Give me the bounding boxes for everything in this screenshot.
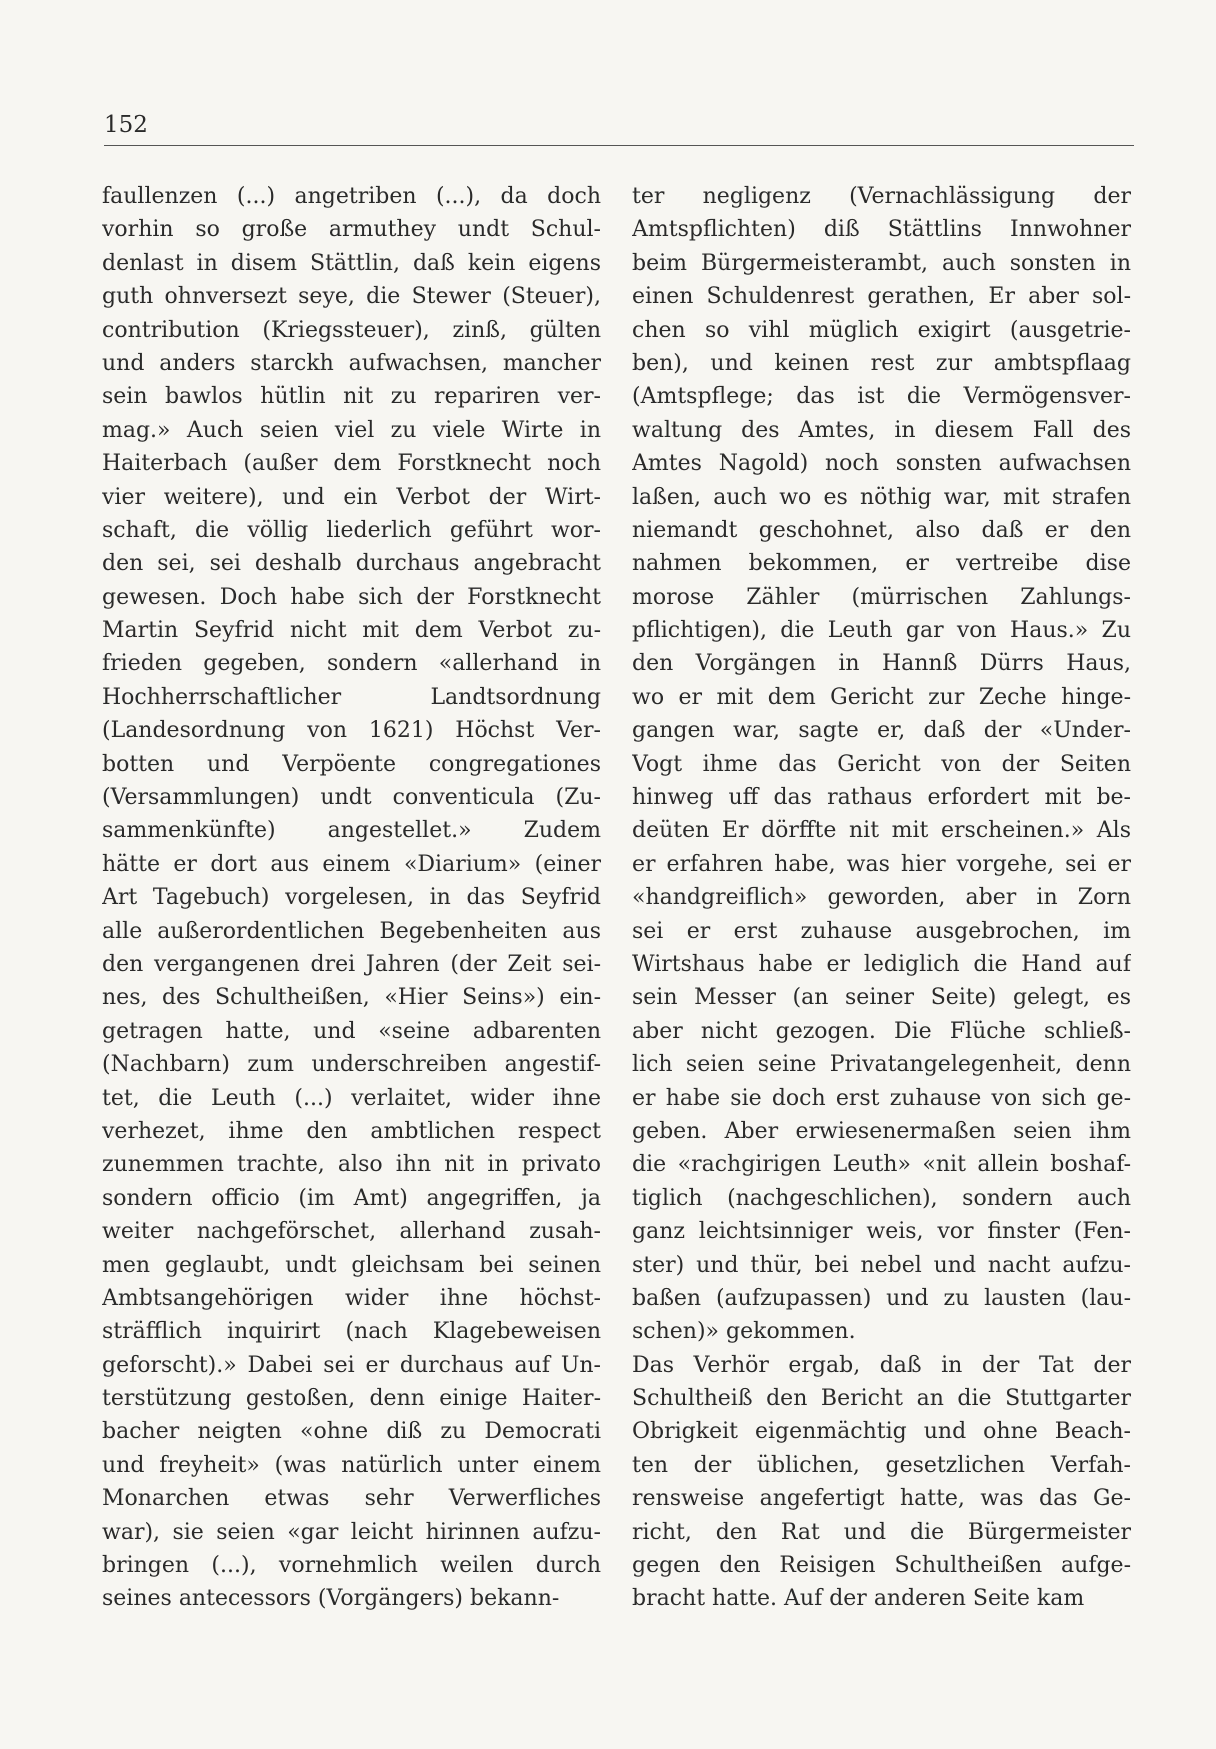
text-line: ganz leichtsinniger weis, vor finster (Fen-: [632, 1219, 1131, 1245]
text-line: waltung des Amtes, in diesem Fall des: [632, 417, 1131, 443]
left-column: [102, 180, 601, 1616]
text-line: niemandt geschohnet, also daß er den: [632, 517, 1131, 543]
text-line: chen so vihl müglich exigirt (ausgetrie-: [632, 317, 1131, 343]
text-line: Obrigkeit eigenmächtig und ohne Beach-: [632, 1419, 1131, 1445]
text-line: (Versammlungen) undt conventicula (Zu-: [102, 785, 601, 811]
text-line: mag.» Auch seien viel zu viele Wirte in: [102, 417, 601, 443]
text-line: Wirtshaus habe er lediglich die Hand auf: [632, 951, 1131, 977]
text-line: sei er erst zuhause ausgebrochen, im: [632, 918, 1131, 944]
text-line: (Amtspflege; das ist die Vermögensver-: [632, 384, 1131, 410]
text-line: denlast in disem Stättlin, daß kein eigens: [102, 250, 601, 276]
text-line: laßen, auch wo es nöthig war, mit strafen: [632, 484, 1131, 510]
text-line: faullenzen (...) angetriben (...), da doch: [102, 184, 601, 209]
text-line: rensweise angefertigt hatte, was das Ge-: [632, 1486, 1131, 1512]
text-line: hätte er dort aus einem «Diarium» (einer: [102, 851, 601, 877]
text-line: ter negligenz (Vernachlässigung der: [632, 184, 1131, 209]
header-rule: [104, 145, 1134, 146]
text-line: weiter nachgeförschet, allerhand zusah-: [102, 1219, 601, 1245]
text-line: bacher neigten «ohne diß zu Democrati: [102, 1419, 601, 1445]
text-line: sträfflich inquirirt (nach Klagebeweisen: [102, 1319, 601, 1345]
text-line: seines antecessors (Vorgängers) bekann-: [102, 1586, 560, 1612]
text-line: Monarchen etwas sehr Verwerfliches: [102, 1486, 601, 1512]
text-line: bracht hatte. Auf der anderen Seite kam: [632, 1586, 1085, 1612]
text-line: sein Messer (an seiner Seite) gelegt, es: [632, 985, 1131, 1011]
text-line: vier weitere), und ein Verbot der Wirt-: [102, 484, 601, 510]
text-line: ster) und thür, bei nebel und nacht aufzu-: [632, 1252, 1131, 1278]
text-line: (Landesordnung von 1621) Höchst Ver-: [102, 718, 601, 744]
text-line: geforscht).» Dabei sei er durchaus auf Un-: [102, 1352, 601, 1378]
text-line: vorhin so große armuthey undt Schul-: [102, 217, 601, 243]
text-line: Schultheiß den Bericht an die Stuttgarter: [632, 1386, 1131, 1412]
text-line: getragen hatte, und «seine adbarenten: [102, 1018, 601, 1044]
text-line: morose Zähler (mürrischen Zahlungs-: [632, 584, 1131, 610]
text-line: guth ohnversezt seye, die Stewer (Steuer),: [102, 284, 601, 310]
text-line: den vergangenen drei Jahren (der Zeit sei-: [102, 951, 601, 977]
text-line: hinweg uff das rathaus erfordert mit be-: [632, 785, 1131, 811]
text-line: nes, des Schultheißen, «Hier Seins») ein-: [102, 985, 601, 1011]
text-line: ben), und keinen rest zur ambtspflaag: [632, 350, 1131, 376]
text-line: Martin Seyfrid nicht mit dem Verbot zu-: [102, 618, 601, 644]
text-line: und anders starckh aufwachsen, mancher: [102, 350, 601, 376]
text-line: den Vorgängen in Hannß Dürrs Haus,: [632, 651, 1131, 677]
text-line: geben. Aber erwiesenermaßen seien ihm: [632, 1118, 1131, 1144]
text-line: gewesen. Doch habe sich der Forstknecht: [102, 584, 601, 610]
text-line: gegen den Reisigen Schultheißen aufge-: [632, 1553, 1131, 1579]
text-line: er habe sie doch erst zuhause von sich ge-: [632, 1085, 1131, 1111]
text-line: Amtes Nagold) noch sonsten aufwachsen: [632, 451, 1131, 477]
text-line: den sei, sei deshalb durchaus angebracht: [102, 551, 601, 577]
text-line: schen)» gekommen.: [632, 1319, 856, 1345]
text-line: sammenkünfte) angestellet.» Zudem: [102, 818, 601, 844]
right-column: [632, 180, 1131, 1616]
text-line: Vogt ihme das Gericht von der Seiten: [632, 751, 1131, 777]
text-line: gangen war, sagte er, daß der «Under-: [632, 718, 1131, 744]
text-line: er erfahren habe, was hier vorgehe, sei er: [632, 851, 1131, 877]
text-line: Haiterbach (außer dem Forstknecht noch: [102, 451, 601, 477]
text-line: men geglaubt, undt gleichsam bei seinen: [102, 1252, 601, 1278]
text-line: baßen (aufzupassen) und zu lausten (lau-: [632, 1285, 1131, 1311]
page-number: 152: [104, 112, 148, 138]
text-line: wo er mit dem Gericht zur Zeche hinge-: [632, 684, 1131, 710]
text-line: tiglich (nachgeschlichen), sondern auch: [632, 1185, 1131, 1211]
text-line: Das Verhör ergab, daß in der Tat der: [632, 1352, 1131, 1378]
text-line: einen Schuldenrest gerathen, Er aber sol-: [632, 284, 1131, 310]
text-line: ten der üblichen, gesetzlichen Verfah-: [632, 1452, 1131, 1478]
text-line: schaft, die völlig liederlich geführt wor-: [102, 517, 601, 543]
text-line: Amtspflichten) diß Stättlins Innwohner: [632, 217, 1131, 243]
text-line: frieden gegeben, sondern «allerhand in: [102, 651, 601, 677]
text-line: «handgreiflich» geworden, aber in Zorn: [632, 885, 1131, 911]
text-line: terstützung gestoßen, denn einige Haiter-: [102, 1386, 601, 1412]
text-line: lich seien seine Privatangelegenheit, denn: [632, 1052, 1131, 1078]
text-line: alle außerordentlichen Begebenheiten aus: [102, 918, 601, 944]
text-line: bringen (...), vornehmlich weilen durch: [102, 1553, 601, 1579]
text-line: contribution (Kriegssteuer), zinß, gülten: [102, 317, 601, 343]
text-line: deüten Er dörffte nit mit erscheinen.» Als: [632, 818, 1131, 844]
text-line: Art Tagebuch) vorgelesen, in das Seyfrid: [102, 885, 601, 911]
text-line: richt, den Rat und die Bürgermeister: [632, 1519, 1131, 1545]
text-line: botten und Verpöente congregationes: [102, 751, 601, 777]
text-line: Ambtsangehörigen wider ihne höchst-: [102, 1285, 601, 1311]
text-line: zunemmen trachte, also ihn nit in privato: [102, 1152, 601, 1178]
text-line: beim Bürgermeisterambt, auch sonsten in: [632, 250, 1131, 276]
text-line: Hochherrschaftlicher Landtsordnung: [102, 684, 601, 710]
text-line: verhezet, ihme den ambtlichen respect: [102, 1118, 601, 1144]
text-line: und freyheit» (was natürlich unter einem: [102, 1452, 601, 1478]
text-line: die «rachgirigen Leuth» «nit allein boshaf-: [632, 1152, 1131, 1178]
text-line: aber nicht gezogen. Die Flüche schließ-: [632, 1018, 1131, 1044]
text-line: sondern officio (im Amt) angegriffen, ja: [102, 1185, 601, 1211]
text-line: sein bawlos hütlin nit zu repariren ver-: [102, 384, 601, 410]
text-line: war), sie seien «gar leicht hirinnen aufzu-: [102, 1519, 601, 1545]
text-line: nahmen bekommen, er vertreibe dise: [632, 551, 1131, 577]
text-line: (Nachbarn) zum underschreiben angestif-: [102, 1052, 601, 1078]
text-line: tet, die Leuth (...) verlaitet, wider ihne: [102, 1085, 601, 1111]
text-line: pflichtigen), die Leuth gar von Haus.» Zu: [632, 618, 1131, 644]
